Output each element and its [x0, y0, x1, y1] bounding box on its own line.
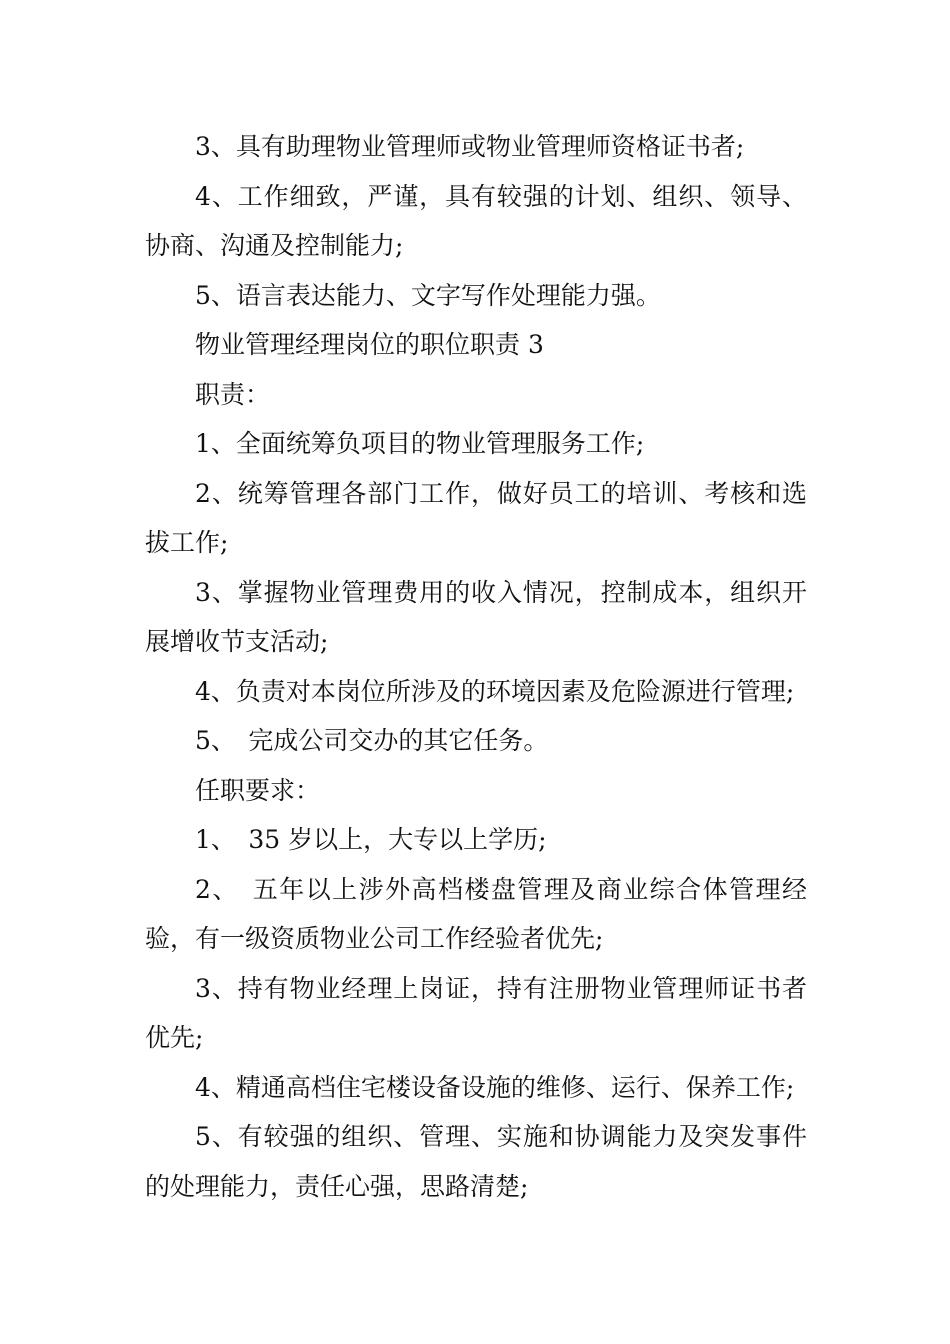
duties-heading: 职责： — [195, 379, 271, 409]
requirement-item-5: 5、有较强的组织、管理、实施和协调能力及突发事件的处理能力，责任心强，思路清楚; — [145, 1122, 807, 1201]
requirement-item-1: 1、 35 岁以上，大专以上学历; — [195, 825, 547, 854]
requirements-heading: 任职要求： — [195, 775, 321, 805]
duty-item-2: 2、统筹管理各部门工作，做好员工的培训、考核和选拔工作; — [145, 478, 807, 557]
paragraph-qualification-5: 5、语言表达能力、文字写作处理能力强。 — [195, 280, 661, 310]
requirement-item-2: 2、 五年以上涉外高档楼盘管理及商业综合体管理经验，有一级资质物业公司工作经验者优先; — [145, 874, 807, 953]
duty-item-5: 5、 完成公司交办的其它任务。 — [195, 726, 549, 755]
duty-item-1: 1、全面统筹负项目的物业管理服务工作; — [195, 429, 645, 458]
duty-item-3: 3、掌握物业管理费用的收入情况，控制成本，组织开展增收节支活动; — [145, 577, 807, 656]
paragraph-qualification-4: 4、工作细致，严谨，具有较强的计划、组织、领导、协商、沟通及控制能力; — [145, 181, 807, 260]
section-title: 物业管理经理岗位的职位职责 3 — [195, 330, 544, 359]
paragraph-qualification-3: 3、具有助理物业管理师或物业管理师资格证书者; — [195, 132, 745, 161]
duty-item-4: 4、负责对本岗位所涉及的环境因素及危险源进行管理; — [195, 676, 795, 706]
document-body — [145, 122, 807, 1211]
requirement-item-3: 3、持有物业经理上岗证，持有注册物业管理师证书者优先; — [145, 973, 807, 1052]
requirement-item-4: 4、精通高档住宅楼设备设施的维修、运行、保养工作; — [195, 1072, 795, 1102]
